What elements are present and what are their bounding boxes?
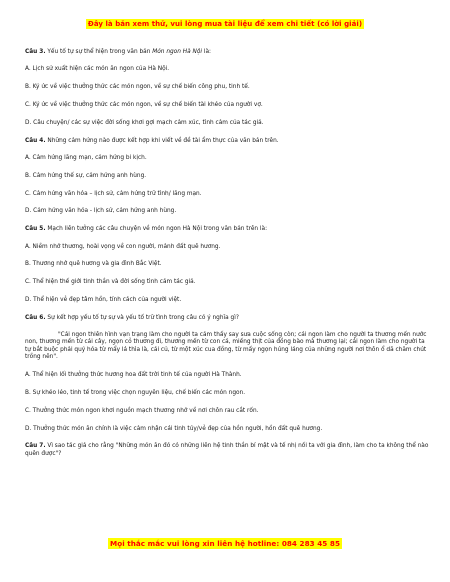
option-b: B. Ký ức về việc thưởng thức các món ngon, về sự chế biến công phu, tinh tế. xyxy=(25,84,250,91)
question-6 xyxy=(25,315,430,322)
option-c: C. Thưởng thức món ngon khơi nguồn mạch thương nhớ về nơi chôn rau cắt rốn. xyxy=(25,407,259,414)
question-text-end: là: xyxy=(201,49,211,55)
question-text: Mạch liên tưởng các câu chuyện về món ngon Hà Nội trong văn bản trên là: xyxy=(45,226,268,233)
question-7 xyxy=(25,443,430,458)
option-a: A. Cảm hứng lãng mạn, cảm hứng bi kịch. xyxy=(25,154,147,161)
question-4 xyxy=(25,138,430,145)
question-number: Câu 5. xyxy=(25,226,46,233)
option-d: D. Cảm hứng văn hóa - lịch sử, cảm hứng anh hùng. xyxy=(25,208,177,215)
question-text: Yếu tố tự sự thể hiện trong văn bản xyxy=(45,49,153,55)
option-a: A. Lịch sử xuất hiện các món ăn ngon của Hà Nội. xyxy=(25,66,170,73)
question-number: Câu 4. xyxy=(25,137,46,144)
option-b: B. Sự khéo léo, tinh tế trong việc chọn nguyên liệu, chế biến các món ngon. xyxy=(25,389,246,396)
question-text: Sự kết hợp yếu tố tự sự và yếu tố trữ tình trong câu có ý nghĩa gì? xyxy=(45,314,239,321)
preview-notice-text: Đây là bản xem thử, vui lòng mua tài liệu để xem chi tiết (có lời giải) xyxy=(87,20,363,28)
option-c: C. Ký ức về việc thưởng thức các món ngon, về sự chế biến tài khéo của người vợ. xyxy=(25,101,263,108)
hotline-banner xyxy=(0,539,450,548)
option-d: D. Thể hiện vẻ đẹp tâm hồn, tính cách của người việt. xyxy=(25,296,182,303)
option-b: B. Thương nhớ quê hương và gia đình Bắc Việt. xyxy=(25,261,162,268)
question-number: Câu 6. xyxy=(25,314,46,321)
preview-notice-banner xyxy=(0,20,450,28)
quoted-passage: "Cái ngon thiên hình vạn trạng làm cho người ta cảm thấy say sưa cuộc sống còn; cái ngon làm cho người ta thương mến nước non, thương mến từ cái cây, ngọn cỏ thương đi, thương mến từ con cá, miếng thịt của đồng bào mà thương lại; cái ngon làm cho người ta tự bắt buộc phải quý hóa từ mẩy lá thìa là, cái củ, từ một xúc cua đồng, từ mấy ngọn húng láng của những người nơi thôn ổ dã chăm chút trồng nên". xyxy=(25,332,427,361)
option-c: C. Thể hiện thế giới tinh thần và đời sống tình cảm tác giả. xyxy=(25,279,196,286)
document-content xyxy=(25,49,430,468)
option-c: C. Cảm hứng văn hóa – lịch sử, cảm hứng trữ tình/ lãng mạn. xyxy=(25,190,202,197)
option-d: D. Câu chuyện/ các sự việc đời sống khơi gợi mạch cảm xúc, tình cảm của tác giả. xyxy=(25,119,264,126)
question-5 xyxy=(25,226,430,233)
question-number: Câu 7. xyxy=(25,443,46,450)
option-a: A. Niềm nhớ thương, hoài vọng về con người, mảnh đất quê hương. xyxy=(25,243,221,250)
work-title: Món ngon Hà Nội xyxy=(152,49,202,55)
option-d: D. Thưởng thức món ăn chính là việc cảm nhận cái tinh túy/vẻ đẹp của hồn người, hồn đất quê hương. xyxy=(25,425,323,432)
question-text: Vì sao tác giả cho rằng "Những món ăn đó có những liên hệ tinh thần bí mật và tế nhị nối ta với gia đình, làm cho ta không thể nào quên được"? xyxy=(25,443,429,457)
option-a: A. Thể hiện lối thưởng thức hương hoa đất trời tinh tế của người Hà Thành. xyxy=(25,372,242,379)
question-3 xyxy=(25,49,430,56)
hotline-text: Mọi thắc mắc vui lòng xin liên hệ hotline: 084 283 45 85 xyxy=(110,539,340,548)
question-text: Những cảm hứng nào được kết hợp khi viết về đề tài ẩm thực của văn bản trên. xyxy=(45,137,279,144)
question-number: Câu 3. xyxy=(25,49,46,55)
option-b: B. Cảm hứng thế sự, cảm hứng anh hùng. xyxy=(25,172,147,179)
